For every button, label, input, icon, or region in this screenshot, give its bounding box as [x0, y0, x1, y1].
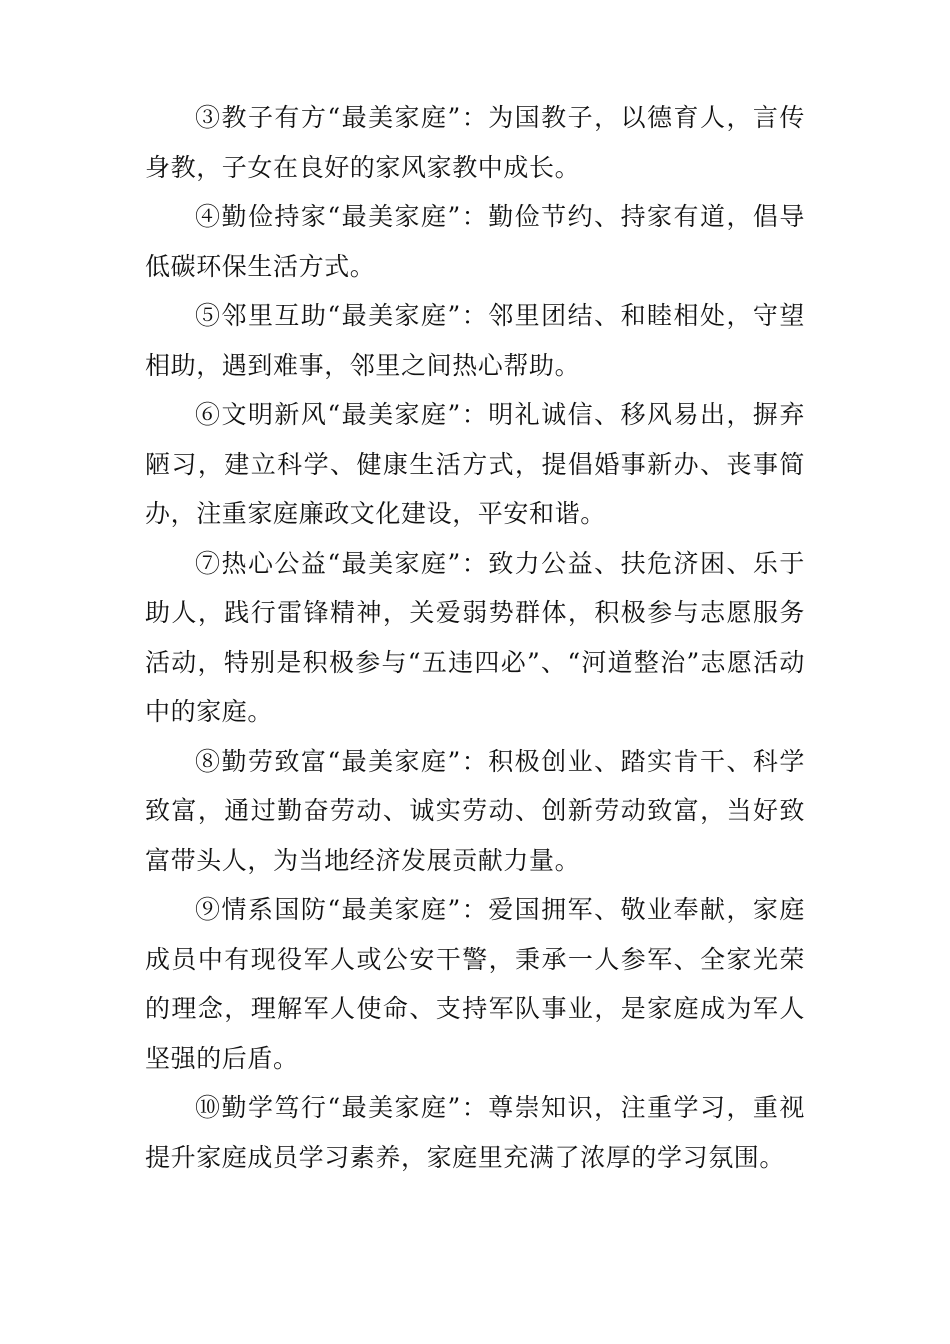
- paragraph-rexin-gongyi: ⑦热心公益“最美家庭”：致力公益、扶危济困、乐于助人，践行雷锋精神，关爱弱势群体，积极参与志愿服务活动，特别是积极参与“五违四必”、“河道整治”志愿活动中的家庭。: [145, 548, 805, 726]
- paragraph-wenming-xinfeng: ⑥文明新风“最美家庭”：明礼诚信、移风易出，摒弃陋习，建立科学、健康生活方式，提倡婚事新办、丧事简办，注重家庭廉政文化建设，平安和谐。: [145, 400, 805, 528]
- paragraph-jiaozi-youfang: ③教子有方“最美家庭”：为国教子，以德育人，言传身教，子女在良好的家风家教中成长。: [145, 103, 805, 182]
- paragraph-qinlao-zhifu: ⑧勤劳致富“最美家庭”：积极创业、踏实肯干、科学致富，通过勤奋劳动、诚实劳动、创新劳动致富，当好致富带头人，为当地经济发展贡献力量。: [145, 746, 805, 875]
- paragraph-linli-huzhu: ⑤邻里互助“最美家庭”：邻里团结、和睦相处，守望相助，遇到难事，邻里之间热心帮助。: [145, 301, 805, 380]
- paragraph-qinxue-duxing: ⑩勤学笃行“最美家庭”：尊崇知识，注重学习，重视提升家庭成员学习素养，家庭里充满了浓厚的学习氛围。: [145, 1093, 805, 1172]
- paragraph-qinjian-chijia: ④勤俭持家“最美家庭”：勤俭节约、持家有道，倡导低碳环保生活方式。: [145, 202, 805, 281]
- document-page: [145, 93, 805, 1182]
- paragraph-qingxi-guofang: ⑨情系国防“最美家庭”：爱国拥军、敬业奉献，家庭成员中有现役军人或公安干警，秉承一人参军、全家光荣的理念，理解军人使命、支持军队事业，是家庭成为军人坚强的后盾。: [145, 895, 805, 1073]
